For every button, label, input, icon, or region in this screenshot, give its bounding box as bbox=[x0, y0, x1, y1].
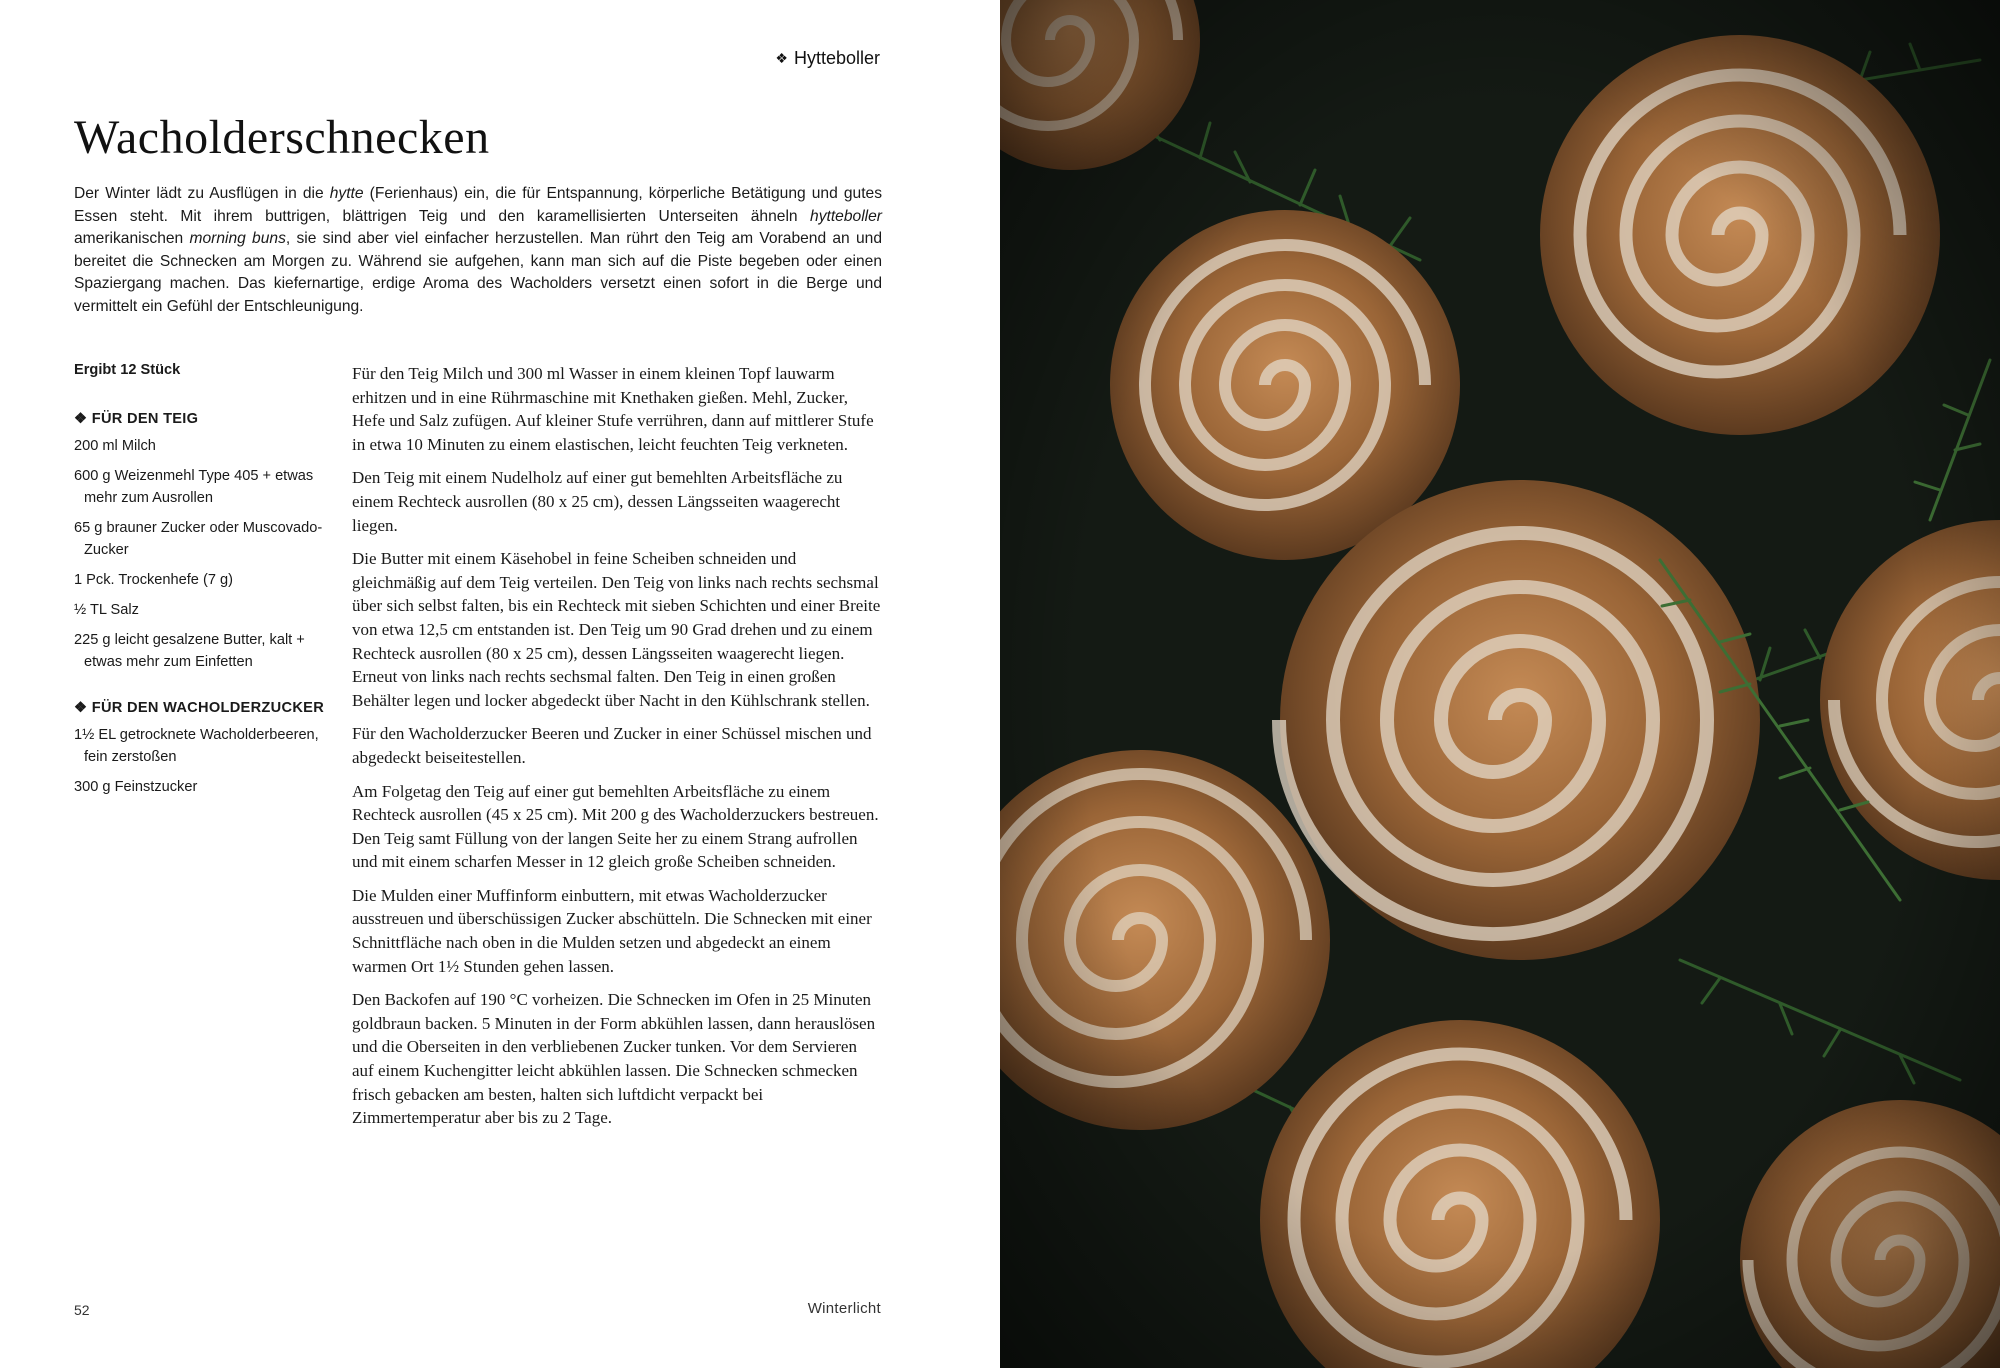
method-step: Den Teig mit einem Nudelholz auf einer gut bemehlten Arbeitsfläche zu einem Rechteck ausrollen (80 x 25 cm), dessen Längsseiten waagerecht liegen. bbox=[352, 468, 843, 535]
ingredients-column bbox=[74, 362, 344, 806]
photo-vignette bbox=[1000, 0, 2000, 1368]
ingredient-list-juniper-sugar bbox=[74, 724, 344, 798]
ingredient-item: ½ TL Salz bbox=[74, 602, 139, 618]
chapter-title: Winterlicht bbox=[807, 1300, 881, 1317]
method-step: Für den Teig Milch und 300 ml Wasser in einem kleinen Topf lauwarm erhitzen und in eine Rührmaschine mit Knethaken gießen. Mehl, Zucker, Hefe und Salz zufügen. Auf kleiner Stufe verrühren, dann auf mittlerer Stufe in etwa 10 Minuten zu einem elastischen, leicht feuchten Teig verkneten. bbox=[352, 364, 874, 454]
section-label-text: Hytteboller bbox=[793, 48, 880, 68]
method-step: Die Mulden einer Muffinform einbuttern, mit etwas Wacholderzucker ausstreuen und überschüssigen Zucker abschütteln. Die Schnecken mit einer Schnittfläche nach oben in die Mulden setzen und abgedeckt an einem warmen Ort 1½ Stunden gehen lassen. bbox=[352, 885, 872, 976]
ingredient-list-dough bbox=[74, 435, 344, 673]
section-label bbox=[775, 48, 880, 69]
intro-text: , sie sind aber viel einfacher herzustellen. Man rührt den Teig am Vorabend an und bereitet die Schnecken am Morgen zu. Während sie aufgehen, kann man sich auf die Piste begeben oder einen Spaziergang machen. Das kiefernartige, erdige Aroma des Wacholders versetzt einen sofort in die Berge und vermittelt ein Gefühl der Entschleunigung. bbox=[74, 230, 882, 315]
method-step: Den Backofen auf 190 °C vorheizen. Die Schnecken im Ofen in 25 Minuten goldbraun backen. 5 Minuten in der Form abkühlen lassen, dann herauslösen und die Oberseiten in den verbliebenen Zucker tunken. Vor dem Servieren auf einem Kuchengitter leicht abkühlen lassen. Die Schnecken schmecken frisch gebacken am besten, halten sich luftdicht verpackt bei Zimmertemperatur aber bis zu 2 Tage. bbox=[352, 990, 876, 1128]
ingredient-item: 600 g Weizenmehl Type 405 + etwas mehr zum Ausrollen bbox=[74, 468, 314, 506]
method-step: Am Folgetag den Teig auf einer gut bemehlten Arbeitsfläche zu einem Rechteck ausrollen (45 x 25 cm). Mit 200 g des Wacholderzuckers bestreuen. Den Teig samt Füllung von der langen Seite her zu einem Strang aufrollen und mit einem scharfen Messer in 12 gleich große Scheiben schneiden. bbox=[352, 781, 879, 872]
intro-text: (Ferienhaus) ein, die für Entspannung, körperliche Betätigung und gutes Essen steht. Mit ihrem buttrigen, blättrigen Teig und den karamellisierten Unterseiten ähneln bbox=[74, 185, 883, 225]
intro-italic-term: hytteboller bbox=[810, 207, 882, 225]
recipe-yield: Ergibt 12 Stück bbox=[74, 362, 181, 378]
intro-italic-term: morning buns bbox=[189, 230, 286, 247]
ingredient-item: 300 g Feinstzucker bbox=[74, 779, 198, 795]
ingredient-item: 65 g brauner Zucker oder Muscovado-Zucker bbox=[74, 520, 323, 558]
method-column bbox=[352, 362, 882, 1140]
ingredient-item: 1½ EL getrocknete Wacholderbeeren, fein zerstoßen bbox=[74, 727, 319, 765]
method-step: Für den Wacholderzucker Beeren und Zucker in einer Schüssel mischen und abgedeckt beiseitestellen. bbox=[352, 724, 872, 767]
ingredient-group-heading-juniper-sugar bbox=[74, 699, 344, 716]
ingredient-item: 1 Pck. Trockenhefe (7 g) bbox=[74, 572, 233, 588]
intro-text: amerikanischen bbox=[74, 230, 190, 247]
ingredient-group-heading-dough bbox=[74, 410, 344, 427]
ingredient-item: 225 g leicht gesalzene Butter, kalt + etwas mehr zum Einfetten bbox=[74, 632, 305, 670]
intro-italic-term: hytte bbox=[329, 185, 364, 202]
ingredient-item: 200 ml Milch bbox=[74, 438, 156, 454]
heading-text: FÜR DEN WACHOLDERZUCKER bbox=[91, 700, 325, 716]
heading-text: FÜR DEN TEIG bbox=[91, 411, 199, 427]
method-step: Die Butter mit einem Käsehobel in feine Scheiben schneiden und gleichmäßig auf dem Teig verteilen. Den Teig von links nach rechts sechsmal über sich selbst falten, bis ein Rechteck mit sieben Schichten und einer Breite von etwa 12,5 cm entstanden ist. Den Teig um 90 Grad drehen und zu einem Rechteck ausrollen (80 x 25 cm), dessen Längsseiten waagerecht liegen. Erneut von links nach rechts sechsmal falten. Den Teig in einen großen Behälter legen und locker abgedeckt über Nacht in den Kühlschrank stellen. bbox=[352, 549, 881, 710]
diamond-bullet-icon: ❖ bbox=[775, 50, 788, 66]
diamond-bullet-icon: ❖ bbox=[74, 700, 92, 716]
intro-text: Der Winter lädt zu Ausflügen in die bbox=[74, 185, 330, 202]
diamond-bullet-icon: ❖ bbox=[74, 411, 92, 427]
page-number: 52 bbox=[74, 1302, 90, 1318]
recipe-title: Wacholderschnecken bbox=[74, 111, 490, 164]
juniper-buns-photo bbox=[1000, 0, 2000, 1368]
recipe-intro bbox=[74, 183, 882, 318]
